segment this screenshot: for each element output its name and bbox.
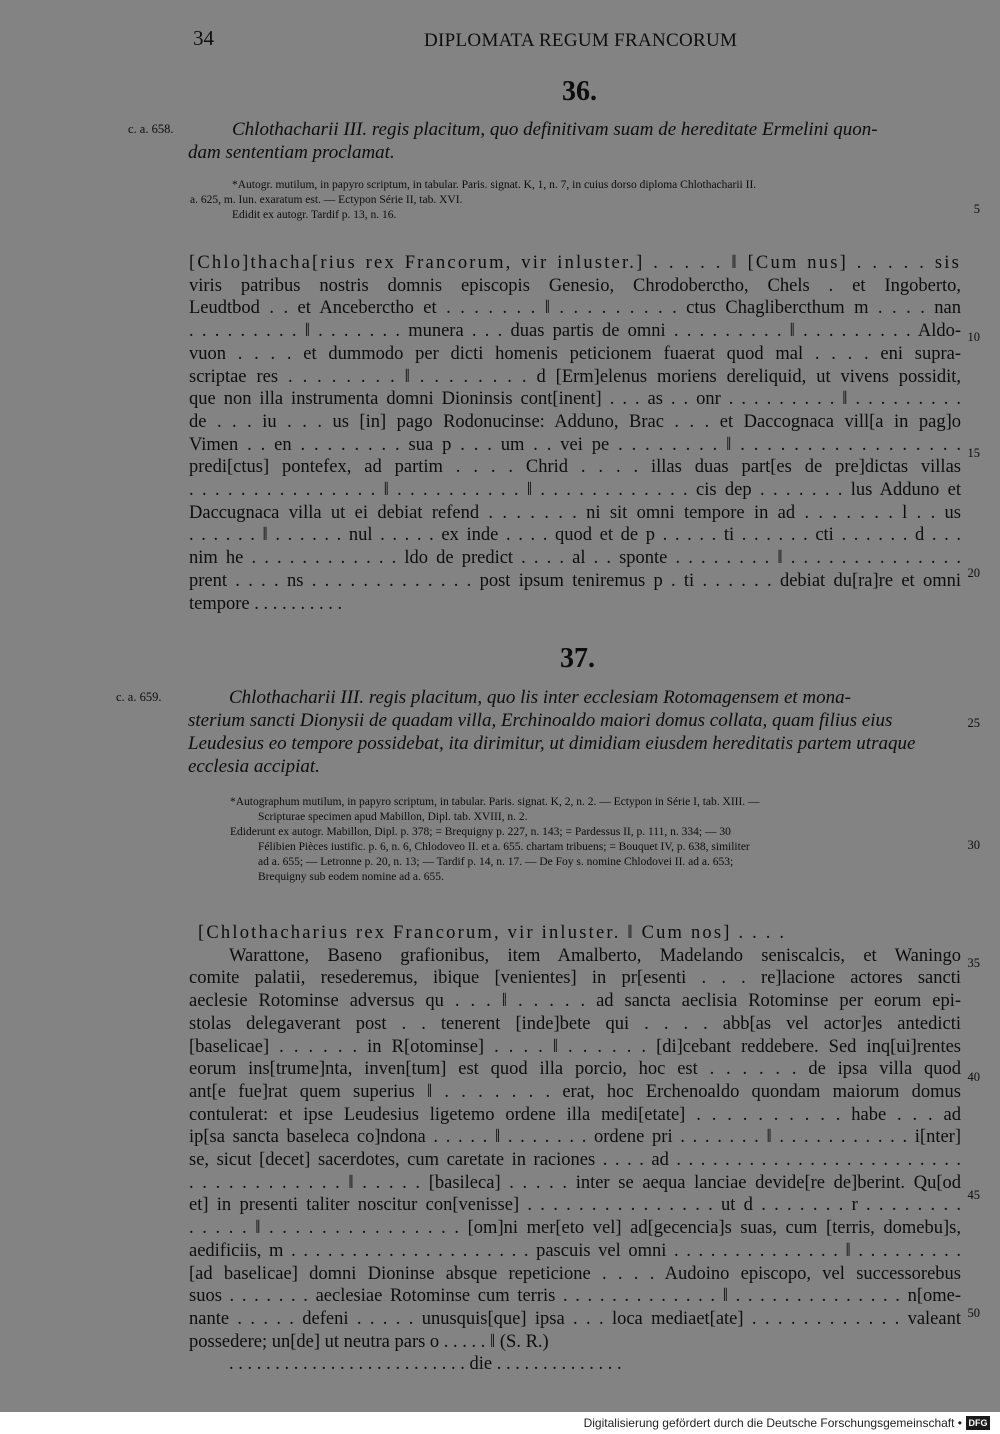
running-title: DIPLOMATA REGUM FRANCORUM — [424, 30, 738, 51]
text-line: . . . . . . ‖ . . . . . . nul . . . . . ex inde . . . . quod et de p . . . . . ti . . . . . . cti . . . . . . d . . . — [189, 525, 961, 546]
text-line: et] in presenti taliter noscitur con[venisse] . . . . . . . . . . . . . . . ut d . . . . . . . r . . . . . . . . — [189, 1195, 961, 1216]
date-36: c. a. 658. — [128, 122, 174, 136]
text-line: viris patribus nostris domnis episcopis Genesio, Chrodoberctho, Chels . et Ingoberto, — [189, 275, 961, 296]
text-line: stolas delegaverant post . . tenerent [inde]bete qui . . . . abb[as vel actor]es antedicti — [189, 1013, 961, 1034]
text-line: Leudtbod . . et Ancebercthо et . . . . . . . ‖ . . . . . . . . . ctus Chaglibercthum m . . . . nan — [189, 298, 961, 319]
text-line: Warattone, Baseno grafionibus, item Amalberto, Madelando seniscalcis, et Waningo — [229, 945, 961, 966]
note-line: Ediderunt ex autogr. Mabillon, Dipl. p. 378; = Brequigny p. 227, n. 143; = Pardessus II, p. 111, n. 334; — 30 — [230, 826, 731, 838]
text-line: [baselicae] . . . . . . in R[otominse] . . . . ‖ . . . . . . [di]cebant reddebere. Sed inq[ui]rentes — [189, 1036, 961, 1057]
page-number: 34 — [193, 26, 214, 50]
line-number: 30 — [967, 838, 980, 852]
line-number: 25 — [967, 716, 980, 730]
regest-37-line: sterium sancti Dionysii de quadam villa, Erchinoaldo maiori domus collata, quam filius eius — [188, 710, 893, 731]
line-number: 20 — [967, 566, 980, 580]
digitization-footer — [0, 1412, 1000, 1434]
text-line: Daccugnaca villa ut ei debiat refend . . . . . . . ni sit omni tempore in ad . . . . . . . l . . us — [189, 502, 961, 523]
text-line: predi[ctus] pontefex, ad partim . . . . Chrid . . . . illas duas part[es de pre]dictas villas — [189, 457, 961, 478]
text-line: aeclesie Rotominse adversus qu . . . ‖ . . . . . ad sancta aeclisia Rotominse per eorum epi- — [189, 991, 961, 1012]
line-number: 10 — [967, 330, 980, 344]
funding-credit: Digitalisierung gefördert durch die Deutsche Forschungsgemeinschaft • — [583, 1416, 962, 1430]
text-line: nante . . . . . defeni . . . . . unusquis[que] ipsa . . . loca mediaet[ate] . . . . . . . . . . . . valeant — [189, 1308, 961, 1329]
regest-37-line: Chlothacharii III. regis placitum, quo lis inter ecclesiam Rotomagensem et mona- — [229, 687, 851, 708]
line-number: 50 — [967, 1306, 980, 1320]
line-number: 35 — [967, 956, 980, 970]
text-line: Vimen . . en . . . . . . . . sua p . . . um . . vei pe . . . . . . . . ‖ . . . . . . . . . . . . . . . . . — [189, 434, 961, 455]
text-line: scriptae res . . . . . . . . ‖ . . . . . . . . d [Erm]elenus moriens dereliquid, ut vivens possidit, — [189, 366, 961, 387]
text-line: de . . . iu . . . us [in] pago Rodonucinse: Adduno, Brac . . . et Daccognaca vill[a in pag]o — [189, 411, 961, 432]
text-line: prent . . . . ns . . . . . . . . . . . . . post ipsum teniremus p . ti . . . . . . debiat du[ra]re et omni — [189, 570, 961, 591]
text-line: [Chlo]thacha[rius rex Francorum, vir inluster.] . . . . . ‖ [Cum nus] . . . . . sis — [189, 253, 961, 273]
note-line: *Autographum mutilum, in papyro scriptum, in tabular. Paris. signat. K, 2, n. 2. — Ectypon in Série I, tab. XIII. — — [230, 796, 760, 808]
line-number: 40 — [967, 1070, 980, 1084]
text-line: vuon . . . . et dummodo per dicti homenis peticionem fuaerat quod mal . . . . eni supra- — [189, 343, 961, 364]
text-line: ip[sa sancta baseleca co]ndona . . . . . ‖ . . . . . . . ordene pri . . . . . . . ‖ . . . . . . . . . . . i[nter] — [189, 1127, 961, 1148]
regest-36 — [188, 118, 962, 164]
text-line: . . . . . . . . . . . . . . . . . . . . . . . . . . die . . . . . . . . . . . . . . — [229, 1354, 622, 1375]
text-line: comite palatii, resederemus, ibique [venientes] in pr[esenti . . . re]lacione actores sancti — [189, 968, 961, 989]
note-line: a. 625, m. Iun. exaratum est. — Ectypon Série II, tab. XVI. — [190, 194, 463, 206]
text-line: eorum ins[trume]nta, inven[tum] est quod illa porcio, hoc est . . . . . . de ipsa villa quod — [189, 1059, 961, 1080]
text-line: nim he . . . . . . . . . . . . ldo de predict . . . . al . . sponte . . . . . . . . ‖ . . . . . . . . . . . . . . — [189, 548, 961, 569]
document-number-36: 36. — [562, 76, 597, 107]
text-line: [ad baselicae] domni Dioninse absque repeticione . . . . Audoino episcopo, vel successorebus — [189, 1263, 961, 1284]
regest-37-line: Leudesius eo tempore possidebat, ita dirimitur, ut dimidiam eiusdem hereditatis partem utraque — [188, 733, 916, 754]
text-line: tempore . . . . . . . . . . — [189, 593, 343, 614]
document-number-37: 37. — [560, 643, 595, 674]
line-number: 45 — [967, 1188, 980, 1202]
regest-36-line: dam sententiam proclamat. — [188, 142, 395, 163]
note-line: Félibien Pièces iustific. p. 6, n. 6, Chlodoveo II. et a. 655. chartam tribuens; = Bouquet IV, p. 638, similiter — [258, 841, 750, 853]
note-line: Brequigny sub eodem nomine ad a. 655. — [258, 871, 444, 883]
apparatus-36 — [190, 178, 967, 223]
text-line: aedificiis, m . . . . . . . . . . . . . . . . . . . . pascuis vel omni . . . . . . . . . . . . . . ‖ . . . . . . . . . — [189, 1240, 961, 1261]
date-37: c. a. 659. — [116, 690, 162, 704]
text-36 — [189, 252, 961, 615]
text-37 — [189, 922, 961, 1376]
note-line: *Autogr. mutilum, in papyro scriptum, in tabular. Paris. signat. K, 1, n. 7, in cuius dorso diploma Chlothacharii II. — [232, 179, 757, 191]
text-line: ant[e fue]rat quem superius ‖ . . . . . . . erat, hoc Erchenoaldo quondam maiorum domus — [189, 1081, 961, 1102]
text-line: . . . . . . . . . ‖ . . . . . . . munera . . . duas partis de omni . . . . . . . . . ‖ . . . . . . . . . Aldo- — [189, 321, 961, 342]
regest-37-line: ecclesia accipiat. — [188, 756, 320, 777]
text-line: possedere; un[de] ut neutra pars o . . . . . ‖ (S. R.) — [189, 1331, 549, 1352]
text-line: . . . . . ‖ . . . . . . . . . . . . . . . [om]ni mer[eto vel] ad[gecencia]s suas, cum [terris, domebu]s, — [189, 1218, 961, 1239]
line-number: 15 — [967, 446, 980, 460]
text-line: suos . . . . . . . aeclesiae Rotominse cum terris . . . . . . . . . . . . . ‖ . . . . . . . . . . . . . . n[ome- — [189, 1286, 961, 1307]
text-line: [Chlothacharius rex Francorum, vir inluster. ‖ Cum nos] . . . . — [198, 923, 787, 943]
text-line: se, sicut [decet] sacerdotes, cum caretate in raciones . . . . ad . . . . . . . . . . . . . . . . . . . . . . . . — [189, 1150, 961, 1171]
regest-36-line: Chlothacharii III. regis placitum, quo definitivam suam de hereditate Ermelini quon- — [232, 119, 878, 140]
text-line: . . . . . . . . . . . . . . . ‖ . . . . . . . . . . ‖ . . . . . . . . . . . . cis dep . . . . . . . lus Adduno et — [189, 480, 961, 501]
text-line: que non illa instrumenta domni Dioninsis cont[inent] . . . as . . onr . . . . . . . . . ‖ . . . . . . . . . — [189, 389, 961, 410]
line-number: 5 — [973, 202, 980, 216]
note-line: Scripturae specimen apud Mabillon, Dipl. tab. XVIII, n. 2. — [258, 811, 528, 823]
text-line: . . . . . . . . . . . . ‖ . . . . . [basileca] . . . . . inter se aequa lanciae devide[re de]berint. Qu[od — [189, 1172, 961, 1193]
regest-37 — [188, 686, 962, 778]
dfg-logo: DFG — [966, 1416, 990, 1430]
text-line: contulerat: et ipse Leudesius ligetemo ordene illa medi[etate] . . . . . . . . . . habe . . . ad — [189, 1104, 961, 1125]
note-line: ad a. 655; — Letronne p. 20, n. 13; — Tardif p. 14, n. 17. — De Foy s. nomine Chlodovei II. ad a. 653; — [258, 856, 734, 868]
apparatus-37 — [230, 795, 960, 885]
note-line: Edidit ex autogr. Tardif p. 13, n. 16. — [232, 209, 397, 221]
